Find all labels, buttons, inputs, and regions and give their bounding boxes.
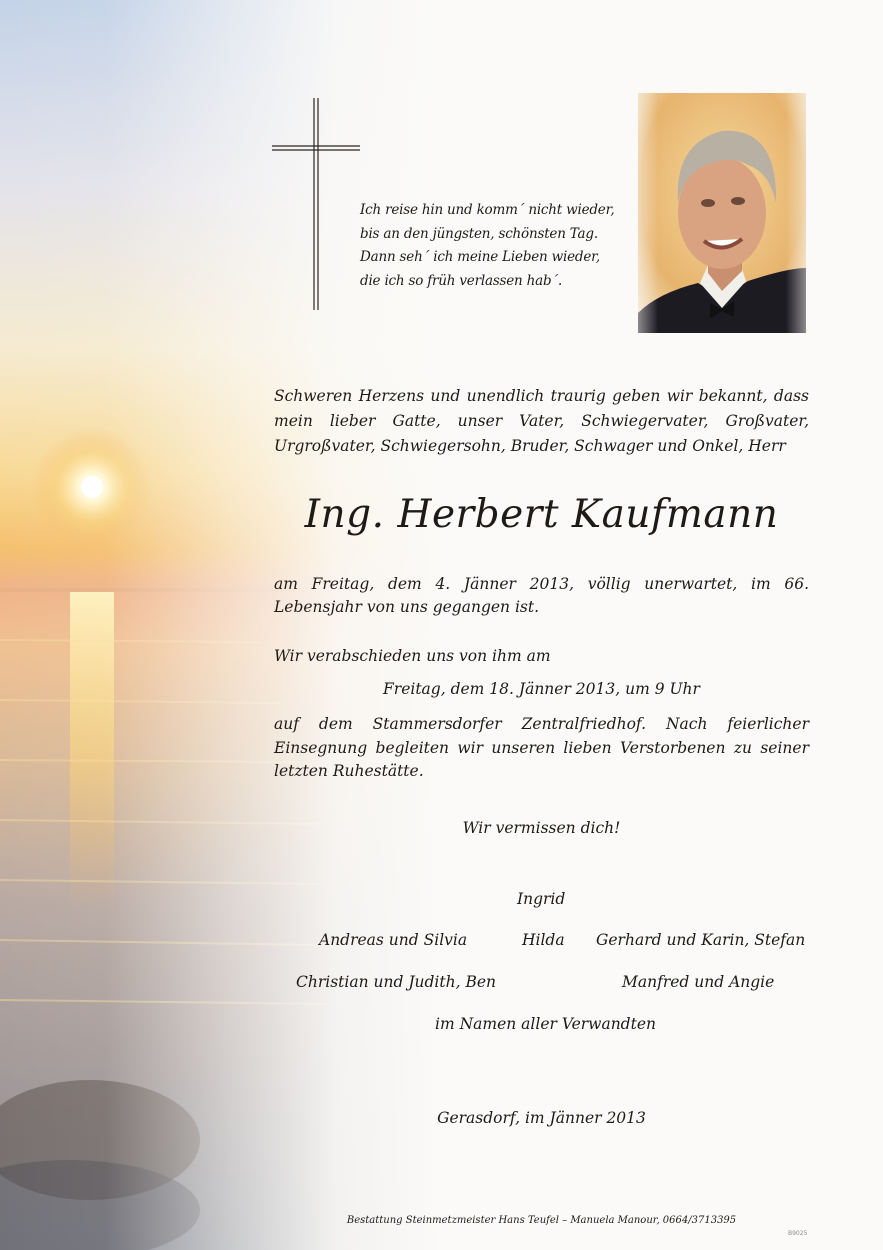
portrait-photo <box>638 93 806 333</box>
mourner-manfred-angie: Manfred und Angie <box>622 973 775 991</box>
announcement-intro: Schweren Herzens und unendlich traurig geben wir bekannt, dass mein lieber Gatte, unser Vater, Schwiegervater, Großvater, Urgroßvater, Schwiegersohn, Bruder, Schwager und Onkel, Herr <box>274 387 809 455</box>
funeral-home-footer: Bestattung Steinmetzmeister Hans Teufel – Manuela Manour, 0664/3713395 <box>346 1215 737 1226</box>
place-date: Gerasdorf, im Jänner 2013 <box>437 1109 646 1127</box>
poem-line: Dann seh´ ich meine Lieben wieder, <box>360 249 600 265</box>
funeral-date: Freitag, dem 18. Jänner 2013, um 9 Uhr <box>383 680 700 698</box>
mourner-andreas-silvia: Andreas und Silvia <box>319 931 468 949</box>
mourner-gerhard-karin: Gerhard und Karin, Stefan <box>596 931 806 949</box>
cross-icon <box>270 96 362 312</box>
mourner-christian-judith: Christian und Judith, Ben <box>296 973 497 991</box>
location-text: auf dem Stammersdorfer Zentralfriedhof. Nach feierlicher Einsegnung begleiten wir unseren lieben Verstorbenen zu seiner letzten Ruhestätte. <box>274 715 809 780</box>
mourner-relatives: im Namen aller Verwandten <box>435 1015 656 1033</box>
mourner-hilda: Hilda <box>522 931 565 949</box>
poem-line: bis an den jüngsten, schönsten Tag. <box>360 225 598 242</box>
mourner-ingrid: Ingrid <box>517 890 566 908</box>
farewell-intro: Wir verabschieden uns von ihm am <box>274 647 551 665</box>
poem <box>360 199 630 293</box>
document-code: B9025 <box>788 1230 808 1237</box>
death-text: am Freitag, dem 4. Jänner 2013, völlig unerwartet, im 66. Lebensjahr von uns gegangen ist. <box>274 575 809 616</box>
poem-line: die ich so früh verlassen hab´. <box>360 272 563 289</box>
poem-line: Ich reise hin und komm´ nicht wieder, <box>360 202 615 218</box>
miss-text: Wir vermissen dich! <box>462 819 621 837</box>
deceased-name: Ing. Herbert Kaufmann <box>304 492 779 537</box>
